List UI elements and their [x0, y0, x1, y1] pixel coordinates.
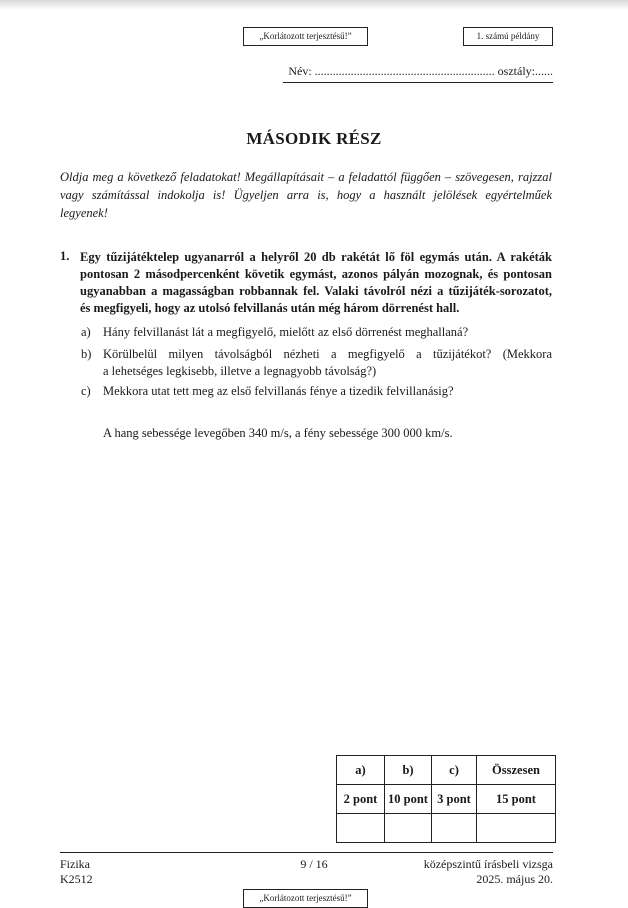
score-entry-c[interactable]: [432, 814, 477, 843]
subquestion-line: a lehetséges legkisebb, illetve a legnagyobb távolság?): [103, 364, 377, 378]
subquestion-a-letter: a): [81, 325, 91, 339]
subquestion-line: Körülbelül milyen távolságból nézheti a megfigyelő a tűzijátékot? (Mekkora: [103, 347, 552, 361]
instructions-line: vagy számítással indokolja is! Ügyeljen arra is, hogy a használt jelölések egyértelműek: [60, 188, 552, 202]
score-header-a: a): [337, 756, 385, 785]
question-number: 1.: [60, 249, 70, 263]
name-class-line: Név: ............................................................ osztály:......: [288, 64, 553, 78]
header-rule: [283, 82, 553, 83]
score-entry-b[interactable]: [385, 814, 432, 843]
question-line: és megfigyeli, hogy az utolsó felvillanás után még három dörrenést hall.: [80, 301, 460, 315]
subquestion-b-letter: b): [81, 347, 92, 361]
score-entry-row: [337, 814, 556, 843]
points-total: 15 pont: [477, 785, 556, 814]
instructions-line: legyenek!: [60, 206, 108, 220]
instructions: [60, 168, 552, 222]
page-number: 9 / 16: [300, 857, 328, 871]
footer-subject: Fizika: [60, 857, 90, 871]
question-line: Egy tűzijátéktelep ugyanarról a helyről 20 db rakétát lő föl egymás után. A rakéták: [80, 250, 552, 264]
points-c: 3 pont: [432, 785, 477, 814]
points-b: 10 pont: [385, 785, 432, 814]
subquestion-line: Mekkora utat tett meg az első felvillanás fénye a tizedik felvillanásig?: [103, 384, 454, 398]
subquestion-c-letter: c): [81, 384, 91, 398]
subquestion-line: Hány felvillanást lát a megfigyelő, mielőtt az első dörrenést meghallaná?: [103, 325, 469, 339]
score-header-c: c): [432, 756, 477, 785]
scan-shadow: [0, 0, 628, 10]
question-text: [80, 249, 552, 317]
footer-code: K2512: [60, 872, 93, 886]
section-title: MÁSODIK RÉSZ: [246, 129, 382, 148]
score-header-total: Összesen: [477, 756, 556, 785]
score-header-b: b): [385, 756, 432, 785]
score-entry-a[interactable]: [337, 814, 385, 843]
question-line: pontosan 2 másodpercenként követik egymást, azonos pályán mozognak, és pontosan: [80, 267, 552, 281]
footer-rule: [60, 852, 553, 853]
subquestion-b-text: [103, 346, 552, 380]
constants-note: A hang sebessége levegőben 340 m/s, a fény sebessége 300 000 km/s.: [103, 426, 453, 440]
subquestion-a-text: [103, 324, 552, 341]
exam-date: 2025. május 20.: [476, 872, 553, 886]
exam-level: középszintű írásbeli vizsga: [423, 857, 553, 871]
score-entry-total[interactable]: [477, 814, 556, 843]
score-points-row: [337, 785, 556, 814]
restricted-distribution-label: „Korlátozott terjesztésű!”: [243, 27, 368, 46]
question-line: ugyanabban a magasságban robbannak fel. Valaki távolról nézi a tűzijáték-sorozatot,: [80, 284, 552, 298]
points-a: 2 pont: [337, 785, 385, 814]
copy-number-label: 1. számú példány: [463, 27, 553, 46]
restricted-distribution-label-bottom: „Korlátozott terjesztésű!”: [243, 889, 368, 908]
instructions-line: Oldja meg a következő feladatokat! Megállapításait – a feladattól függően – szövegesen, rajzzal: [60, 170, 552, 184]
subquestion-c-text: [103, 383, 552, 400]
score-header-row: [337, 756, 556, 785]
score-table: [336, 755, 556, 843]
